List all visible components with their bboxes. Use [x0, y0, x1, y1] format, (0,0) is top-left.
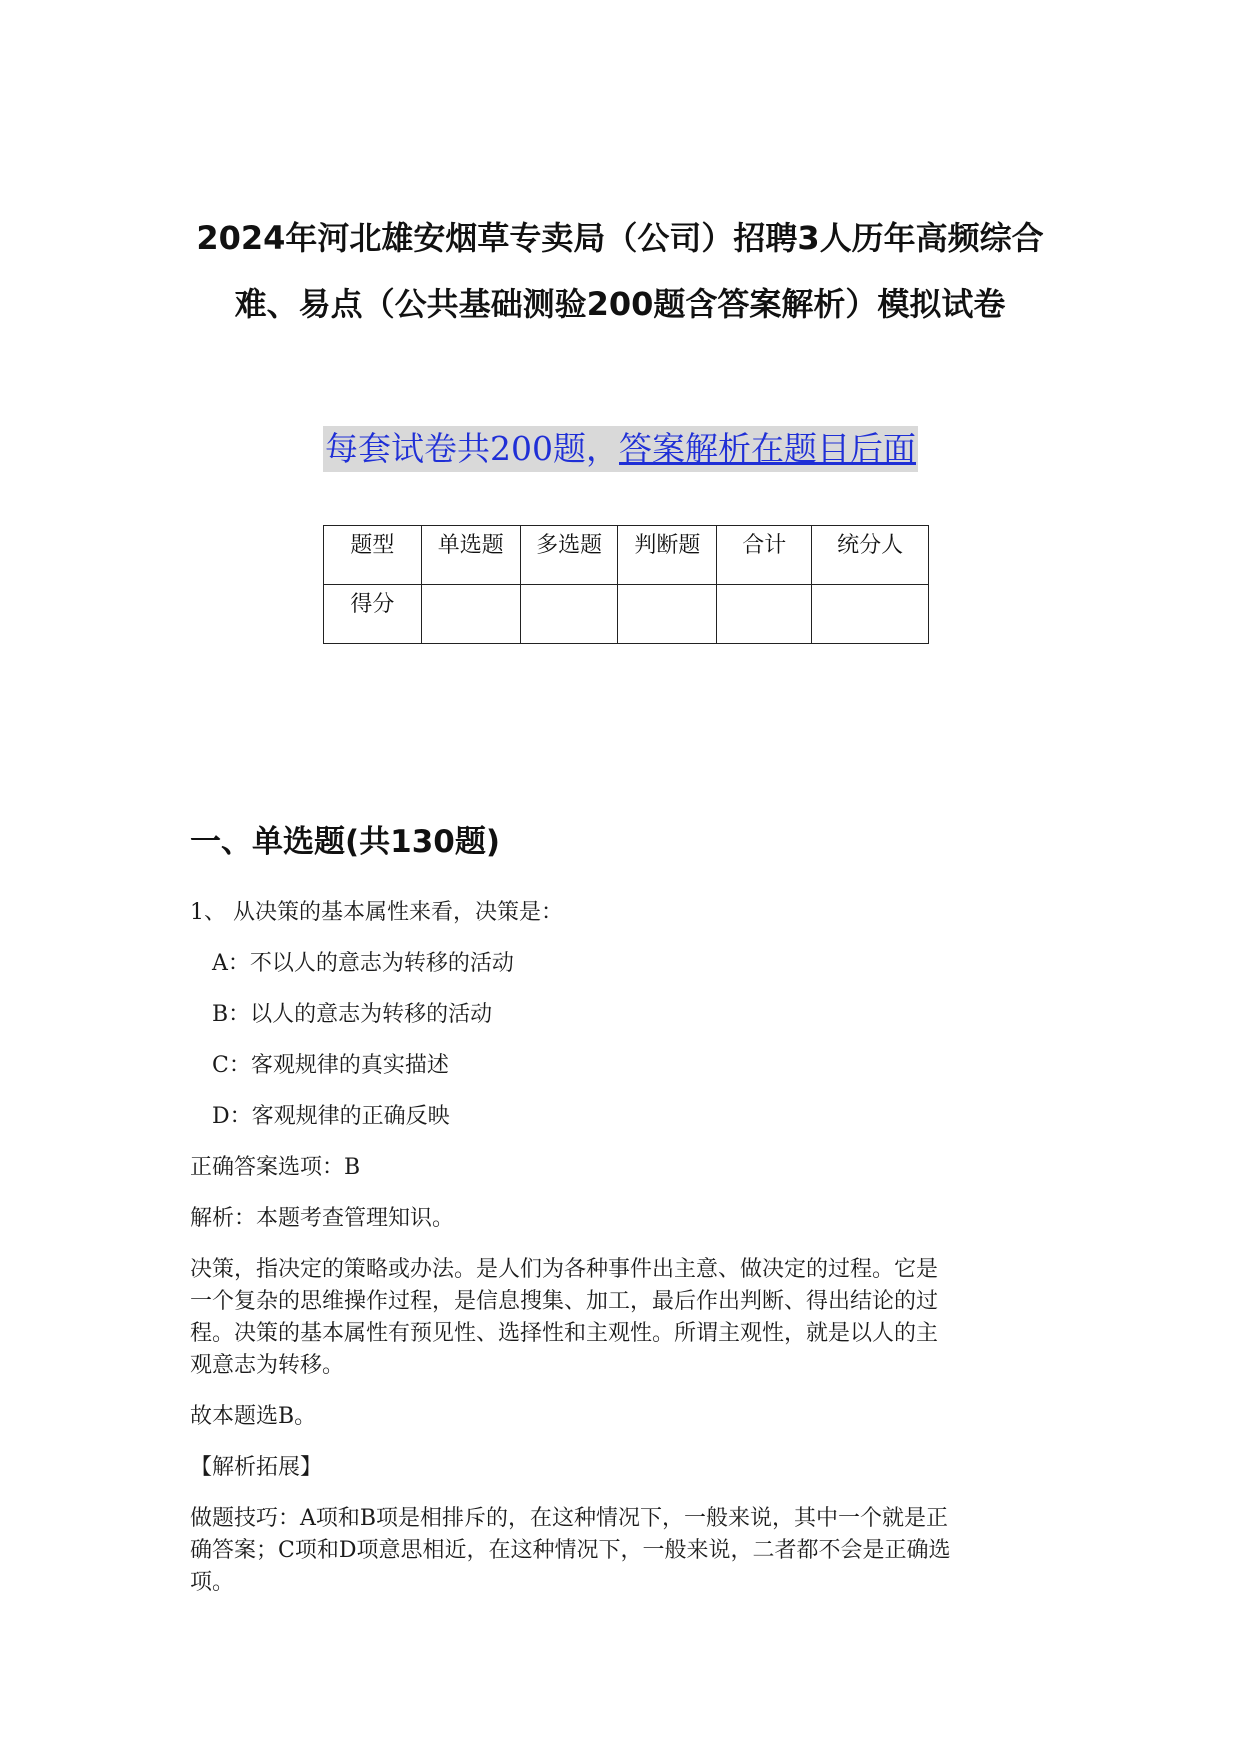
tip-line: 做题技巧：A项和B项是相排斥的，在这种情况下，一般来说，其中一个就是正	[190, 1506, 949, 1531]
notice-banner	[0, 426, 1241, 472]
conclusion: 故本题选B。	[190, 1404, 317, 1429]
analysis-paragraph	[190, 1254, 1050, 1382]
tip-paragraph	[190, 1503, 1050, 1599]
header-cell-total: 合计	[717, 526, 812, 585]
score-table	[323, 525, 929, 644]
analysis-intro: 解析：本题考查管理知识。	[190, 1206, 455, 1231]
question-stem: 1、 从决策的基本属性来看，决策是：	[190, 900, 563, 925]
score-cell-total[interactable]	[717, 585, 812, 644]
analysis-line: 观意志为转移。	[190, 1353, 345, 1378]
tip-line: 项。	[190, 1570, 235, 1595]
analysis-line: 一个复杂的思维操作过程，是信息搜集、加工，最后作出判断、得出结论的过	[190, 1289, 939, 1314]
header-cell-single: 单选题	[421, 526, 520, 585]
option-a: A：不以人的意志为转移的活动	[212, 951, 514, 976]
answer-location-link[interactable]: 答案解析在题目后面	[619, 429, 916, 468]
section-heading: 一、单选题(共130题)	[190, 824, 501, 860]
header-cell-scorer: 统分人	[812, 526, 929, 585]
score-cell-single[interactable]	[421, 585, 520, 644]
header-cell-type: 题型	[324, 526, 422, 585]
notice-text	[323, 426, 918, 472]
score-table-header-row	[324, 526, 929, 585]
header-cell-judge: 判断题	[618, 526, 717, 585]
notice-prefix: 每套试卷共200题，	[325, 429, 619, 468]
title-line-2: 难、易点（公共基础测验200题含答案解析）模拟试卷	[234, 285, 1006, 323]
document-title	[150, 205, 1090, 337]
header-cell-multi: 多选题	[520, 526, 618, 585]
row-label-score: 得分	[324, 585, 422, 644]
score-table-score-row	[324, 585, 929, 644]
option-c: C：客观规律的真实描述	[212, 1053, 449, 1078]
option-b: B：以人的意志为转移的活动	[212, 1002, 493, 1027]
analysis-line: 程。决策的基本属性有预见性、选择性和主观性。所谓主观性，就是以人的主	[190, 1321, 939, 1346]
score-cell-judge[interactable]	[618, 585, 717, 644]
extension-heading: 【解析拓展】	[190, 1455, 323, 1480]
option-d: D：客观规律的正确反映	[212, 1104, 450, 1129]
tip-line: 确答案；C项和D项意思相近，在这种情况下，一般来说，二者都不会是正确选	[190, 1538, 951, 1563]
analysis-line: 决策，指决定的策略或办法。是人们为各种事件出主意、做决定的过程。它是	[190, 1257, 939, 1282]
score-cell-multi[interactable]	[520, 585, 618, 644]
title-line-1: 2024年河北雄安烟草专卖局（公司）招聘3人历年高频综合	[196, 219, 1044, 257]
score-cell-scorer[interactable]	[812, 585, 929, 644]
correct-answer: 正确答案选项：B	[190, 1155, 361, 1180]
